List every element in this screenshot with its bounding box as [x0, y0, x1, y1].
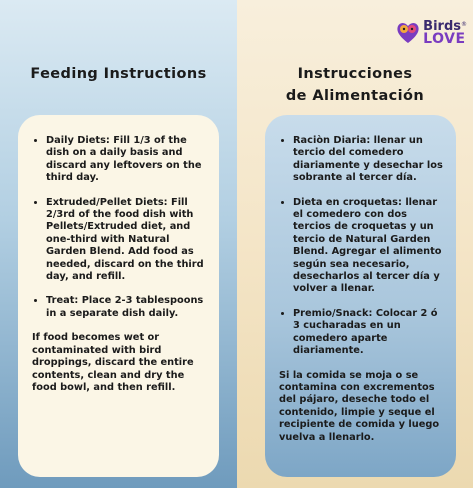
bird-heart-icon	[395, 19, 421, 45]
english-note: If food becomes wet or contaminated with bird droppings, discard the entire contents, clean and dry the food bowl, and then refill.	[32, 332, 194, 393]
spanish-heading-line1: Instrucciones	[297, 66, 413, 82]
birds-love-logo	[395, 18, 467, 46]
spanish-instruction-list	[279, 135, 444, 358]
spanish-item-daily: • Raciòn Diaria: llenar un tercio del comedero diariamente y desechar los sobrante al tercer día.	[293, 135, 444, 185]
english-instruction-list	[32, 135, 207, 320]
english-heading: Feeding Instructions	[30, 66, 207, 82]
english-item-daily: • Daily Diets: Fill 1/3 of the dish on a daily basis and discard any leftovers on the third day.	[46, 135, 207, 185]
spanish-item-pellet: • Dieta en croquetas: llenar el comedero con dos tercios de croquetas y un tercio de Natural Garden Blend. Agregar el alimento según sea necesario, desecharlos al tercer día y volver a llenar.	[293, 197, 444, 296]
spanish-heading-line2: de Alimentación	[285, 88, 425, 104]
english-item-treat: • Treat: Place 2-3 tablespoons in a separate dish daily.	[46, 295, 207, 320]
english-instructions-card	[18, 115, 219, 477]
spanish-item-treat: • Premio/Snack: Colocar 2 ó 3 cucharadas en un comedero aparte diariamente.	[293, 308, 444, 358]
spanish-instructions-card	[265, 115, 456, 477]
logo-love-text: LOVE	[423, 31, 466, 47]
registered-mark: ®	[461, 21, 467, 28]
logo-birds-text: Birds	[423, 19, 461, 34]
english-item-pellet: • Extruded/Pellet Diets: Fill 2/3rd of the food dish with Pellets/Extruded diet, and one-third with Natural Garden Blend. Add food as needed, discard on the third day, and refill.	[46, 197, 207, 284]
spanish-note: Si la comida se moja o se contamina con excrementos del pájaro, deseche todo el contenido, limpie y seque el recipiente de comida y luego vuelva a llenarlo.	[279, 369, 440, 443]
spanish-heading	[237, 63, 473, 107]
